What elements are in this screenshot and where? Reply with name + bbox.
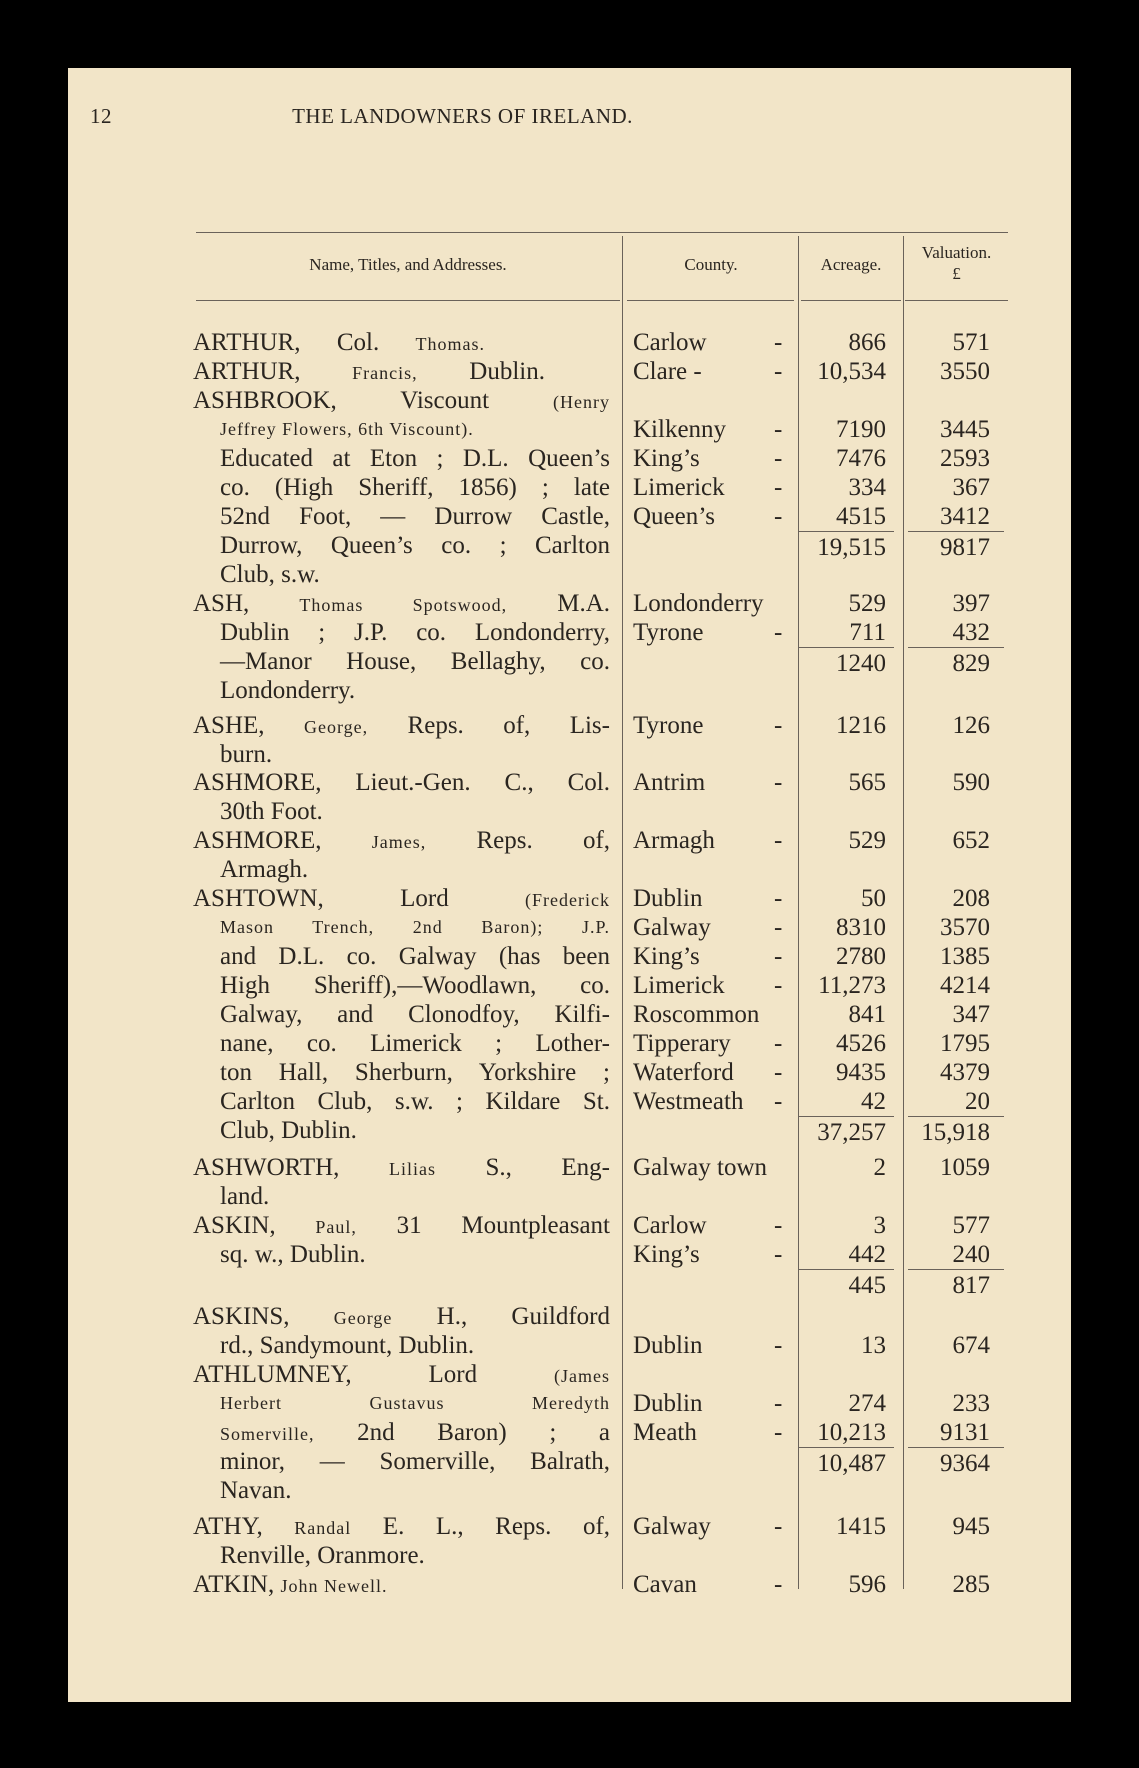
valuation-cell: 4214 (940, 972, 990, 999)
total-rule (798, 1269, 894, 1270)
entry-ashtown-line: Club, Dublin. (220, 1117, 357, 1144)
county-cell: King’s (633, 445, 700, 472)
acreage-cell: 8310 (836, 914, 886, 941)
entry-ashmore-james: ASHMORE, James, Reps. of, (193, 827, 611, 854)
entry-ashworth-line: land. (220, 1183, 270, 1210)
valuation-cell: 347 (952, 1001, 990, 1028)
header-bottom-rule-valuation (905, 300, 1008, 301)
entry-ashtown-line: Carlton Club, s.w. ; Kildare St. (220, 1088, 610, 1115)
leader-dash: - (774, 1390, 783, 1417)
valuation-cell: 577 (952, 1212, 990, 1239)
county-cell: Galway (633, 914, 711, 941)
county-cell: Antrim (633, 769, 706, 796)
county-cell: Clare - (633, 358, 702, 385)
valuation-cell: 367 (952, 474, 990, 501)
county-cell: King’s (633, 1241, 700, 1268)
leader-dash: - (774, 914, 783, 941)
county-cell: Dublin (633, 885, 703, 912)
entry-ashmore-c: ASHMORE, Lieut.-Gen. C., Col. (193, 769, 610, 796)
leader-dash: - (774, 416, 783, 443)
valuation-cell: 1059 (940, 1154, 990, 1181)
valuation-cell: 9131 (940, 1419, 990, 1446)
total-rule (908, 647, 1004, 648)
header-bottom-rule-acreage (801, 300, 901, 301)
county-cell: Waterford (633, 1059, 734, 1086)
acreage-cell: 3 (873, 1212, 886, 1239)
valuation-cell: 3550 (940, 358, 990, 385)
total-rule (798, 647, 894, 648)
entry-ashbrook-line: 52nd Foot, — Durrow Castle, (220, 503, 610, 530)
page-title: THE LANDOWNERS OF IRELAND. (292, 104, 633, 128)
acreage-cell: 10,213 (817, 1419, 886, 1446)
valuation-cell: 674 (952, 1332, 990, 1359)
valuation-currency: £ (952, 264, 961, 283)
column-divider-name-county (622, 236, 623, 1589)
column-divider-acreage-valuation (903, 236, 904, 1589)
leader-dash: - (774, 1419, 783, 1446)
valuation-total: 9364 (940, 1450, 990, 1477)
leader-dash: - (774, 972, 783, 999)
county-cell: Galway town (633, 1154, 767, 1181)
column-header-name: Name, Titles, and Addresses. (309, 255, 507, 274)
county-cell: Galway (633, 1513, 711, 1540)
entry-athlumney-line: Somerville, 2nd Baron) ; a (220, 1419, 611, 1446)
header-bottom-rule-name (196, 300, 620, 301)
leader-dash: - (774, 1241, 783, 1268)
leader-dash: - (774, 943, 783, 970)
column-header-acreage: Acreage. (820, 255, 882, 274)
leader-dash: - (774, 329, 783, 356)
leader-dash: - (774, 885, 783, 912)
entry-ashbrook-line: Club, s.w. (220, 561, 320, 588)
entry-ash: ASH, Thomas Spotswood, M.A. (193, 590, 611, 617)
total-rule (908, 1447, 1004, 1448)
acreage-cell: 7190 (836, 416, 886, 443)
acreage-total: 37,257 (817, 1119, 886, 1146)
entry-askins-line: rd., Sandymount, Dublin. (220, 1332, 475, 1359)
entry-ashbrook-line: co. (High Sheriff, 1856) ; late (220, 474, 610, 501)
entry-askins: ASKINS, George H., Guildford (193, 1303, 611, 1330)
acreage-total: 10,487 (817, 1450, 886, 1477)
leader-dash: - (774, 1059, 783, 1086)
county-cell: Roscommon (633, 1001, 760, 1028)
valuation-total: 829 (952, 650, 990, 677)
column-divider-county-acreage (798, 236, 799, 1589)
entry-athlumney-line: Herbert Gustavus Meredyth (220, 1393, 610, 1413)
valuation-cell: 397 (952, 590, 990, 617)
county-cell: Dublin (633, 1390, 703, 1417)
entry-askin-line: sq. w., Dublin. (220, 1241, 366, 1268)
column-header-valuation: Valuation. (921, 243, 992, 262)
valuation-total: 15,918 (921, 1119, 990, 1146)
total-rule (908, 531, 1004, 532)
leader-dash: - (774, 712, 783, 739)
entry-ash-line: Dublin ; J.P. co. Londonderry, (220, 619, 610, 646)
leader-dash: - (774, 1212, 783, 1239)
acreage-cell: 9435 (836, 1059, 886, 1086)
county-cell: Londonderry (633, 590, 764, 617)
entry-atkin: ATKIN, John Newell. (193, 1571, 388, 1598)
valuation-cell: 233 (952, 1390, 990, 1417)
leader-dash: - (774, 1088, 783, 1115)
leader-dash: - (774, 827, 783, 854)
valuation-cell: 285 (952, 1571, 990, 1598)
leader-dash: - (774, 1332, 783, 1359)
leader-dash: - (774, 358, 783, 385)
leader-dash: - (774, 1571, 783, 1598)
entry-athlumney-line: minor, — Somerville, Balrath, (220, 1448, 610, 1475)
leader-dash: - (774, 445, 783, 472)
entry-ashtown-line: Mason Trench, 2nd Baron); J.P. (220, 917, 610, 937)
entry-ashtown-line: nane, co. Limerick ; Lother- (220, 1030, 610, 1057)
acreage-cell: 4515 (836, 503, 886, 530)
acreage-cell: 1415 (836, 1513, 886, 1540)
table-top-rule (196, 232, 1008, 233)
acreage-cell: 596 (848, 1571, 886, 1598)
entry-ashe-line: burn. (220, 741, 273, 768)
entry-ashbrook-line: Durrow, Queen’s co. ; Carlton (220, 532, 610, 559)
valuation-cell: 240 (952, 1241, 990, 1268)
county-cell: Tyrone (633, 712, 704, 739)
valuation-cell: 1385 (940, 943, 990, 970)
entry-ashworth: ASHWORTH, Lilias S., Eng- (193, 1154, 611, 1181)
entry-ashtown: ASHTOWN, Lord (Frederick (193, 885, 610, 912)
valuation-cell: 590 (952, 769, 990, 796)
valuation-cell: 3445 (940, 416, 990, 443)
entry-ashbrook-line: Jeffrey Flowers, 6th Viscount). (220, 419, 474, 439)
column-header-county: County. (684, 255, 738, 274)
acreage-cell: 10,534 (817, 358, 886, 385)
county-cell: Kilkenny (633, 416, 727, 443)
acreage-cell: 711 (849, 619, 886, 646)
acreage-cell: 13 (861, 1332, 886, 1359)
acreage-total: 1240 (836, 650, 886, 677)
leader-dash: - (774, 1513, 783, 1540)
acreage-cell: 274 (848, 1390, 886, 1417)
entry-ashbrook-line: Educated at Eton ; D.L. Queen’s (220, 445, 610, 472)
valuation-cell: 571 (952, 329, 990, 356)
acreage-cell: 334 (848, 474, 886, 501)
leader-dash: - (774, 503, 783, 530)
acreage-cell: 529 (848, 590, 886, 617)
entry-ash-line: —Manor House, Bellaghy, co. (220, 648, 610, 675)
valuation-cell: 432 (952, 619, 990, 646)
total-rule (798, 531, 894, 532)
entry-ashtown-line: ton Hall, Sherburn, Yorkshire ; (220, 1059, 610, 1086)
county-cell: Westmeath (633, 1088, 744, 1115)
acreage-cell: 2 (873, 1154, 886, 1181)
entry-arthur-francis: ARTHUR, Francis, Dublin. (193, 358, 545, 385)
entry-ashmore-james-line: Armagh. (220, 856, 309, 883)
valuation-cell: 3570 (940, 914, 990, 941)
entry-ashe: ASHE, George, Reps. of, Lis- (193, 712, 610, 739)
acreage-cell: 11,273 (818, 972, 886, 999)
entry-arthur-thomas: ARTHUR, Col. Thomas. (193, 329, 486, 356)
page-number: 12 (90, 104, 112, 128)
valuation-total: 9817 (940, 534, 990, 561)
county-cell: Carlow (633, 329, 707, 356)
total-rule (908, 1116, 1004, 1117)
valuation-cell: 652 (952, 827, 990, 854)
entry-askin: ASKIN, Paul, 31 Mountpleasant (193, 1212, 611, 1239)
acreage-cell: 4526 (836, 1030, 886, 1057)
valuation-cell: 208 (952, 885, 990, 912)
entry-ashtown-line: and D.L. co. Galway (has been (220, 943, 610, 970)
county-cell: Cavan (633, 1571, 697, 1598)
leader-dash: - (774, 769, 783, 796)
valuation-cell: 2593 (940, 445, 990, 472)
entry-athy-line: Renville, Oranmore. (220, 1542, 425, 1569)
county-cell: Tipperary (633, 1030, 731, 1057)
entry-ashtown-line: High Sheriff),—Woodlawn, co. (220, 972, 610, 999)
acreage-cell: 565 (848, 769, 886, 796)
acreage-cell: 1216 (836, 712, 886, 739)
acreage-cell: 866 (848, 329, 886, 356)
county-cell: King’s (633, 943, 700, 970)
total-rule (798, 1447, 894, 1448)
county-cell: Dublin (633, 1332, 703, 1359)
leader-dash: - (774, 619, 783, 646)
total-rule (908, 1269, 1004, 1270)
acreage-cell: 442 (848, 1241, 886, 1268)
valuation-cell: 126 (952, 712, 990, 739)
leader-dash: - (774, 1030, 783, 1057)
acreage-total: 19,515 (817, 534, 886, 561)
entry-ashbrook: ASHBROOK, Viscount (Henry (193, 387, 610, 414)
county-cell: Queen’s (633, 503, 715, 530)
acreage-cell: 2780 (836, 943, 886, 970)
header-bottom-rule-county (627, 300, 794, 301)
total-rule (798, 1116, 894, 1117)
county-cell: Limerick (633, 474, 725, 501)
entry-athlumney-line: Navan. (220, 1477, 292, 1504)
acreage-cell: 841 (848, 1001, 886, 1028)
valuation-cell: 945 (952, 1513, 990, 1540)
county-cell: Carlow (633, 1212, 707, 1239)
county-cell: Tyrone (633, 619, 704, 646)
entry-athlumney: ATHLUMNEY, Lord (James (193, 1361, 611, 1388)
valuation-cell: 3412 (940, 503, 990, 530)
acreage-total: 445 (848, 1272, 886, 1299)
county-cell: Armagh (633, 827, 715, 854)
entry-ashmore-c-line: 30th Foot. (220, 798, 323, 825)
entry-athy: ATHY, Randal E. L., Reps. of, (193, 1513, 611, 1540)
entry-ashtown-line: Galway, and Clonodfoy, Kilfi- (220, 1001, 610, 1028)
acreage-cell: 50 (861, 885, 886, 912)
valuation-total: 817 (952, 1272, 990, 1299)
county-cell: Meath (633, 1419, 697, 1446)
valuation-cell: 1795 (940, 1030, 990, 1057)
valuation-cell: 20 (965, 1088, 990, 1115)
leader-dash: - (774, 474, 783, 501)
entry-ash-line: Londonderry. (220, 677, 356, 704)
acreage-cell: 529 (848, 827, 886, 854)
acreage-cell: 7476 (836, 445, 886, 472)
acreage-cell: 42 (861, 1088, 886, 1115)
valuation-cell: 4379 (940, 1059, 990, 1086)
county-cell: Limerick (633, 972, 725, 999)
